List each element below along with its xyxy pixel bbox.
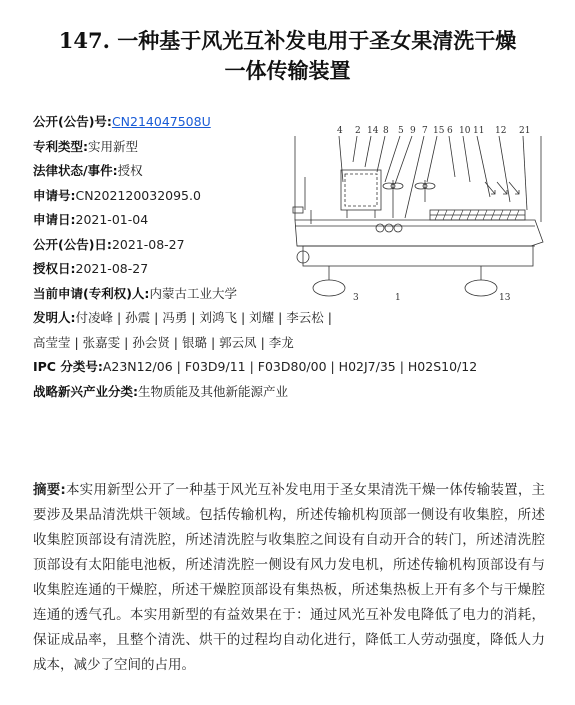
ipc-label: IPC 分类号: <box>33 359 103 374</box>
fig-label-6: 6 <box>447 126 453 136</box>
industry-row <box>33 380 333 405</box>
fig-label-7: 7 <box>422 126 428 136</box>
inventors-line-1: 付凌峰 | 孙震 | 冯勇 | 刘鸿飞 | 刘耀 | 李云松 | <box>75 310 332 325</box>
pub-no-link[interactable]: CN214047508U <box>111 114 211 129</box>
fig-label-4: 4 <box>337 126 343 136</box>
patent-type-value: 实用新型 <box>88 138 139 154</box>
fig-label-12: 12 <box>495 126 507 136</box>
app-date-value: 2021-01-04 <box>75 212 149 227</box>
fig-label-9: 9 <box>410 126 416 136</box>
fig-label-13: 13 <box>499 293 511 303</box>
app-no-value: CN202120032095.0 <box>75 187 201 203</box>
pub-date-value: 2021-08-27 <box>111 236 185 252</box>
fig-label-21: 21 <box>519 126 531 136</box>
abstract-section <box>33 478 545 678</box>
industry-value: 生物质能及其他新能源产业 <box>138 383 289 399</box>
patent-drawing <box>285 122 550 307</box>
patent-title <box>20 26 555 86</box>
fig-label-11: 11 <box>473 126 485 136</box>
fig-label-8: 8 <box>383 126 389 136</box>
fig-label-10: 10 <box>459 126 471 136</box>
pub-date-label: 公开(公告)日: <box>33 236 112 252</box>
fig-label-1: 1 <box>395 293 401 303</box>
title-line-1: 147. 一种基于风光互补发电用于圣女果清洗干燥 <box>58 28 517 53</box>
pub-no-label: 公开(公告)号: <box>33 114 112 129</box>
fig-label-2: 2 <box>355 126 361 136</box>
app-date-label: 申请日: <box>33 212 76 227</box>
app-no-label: 申请号: <box>33 187 76 203</box>
abstract-text: 本实用新型公开了一种基于风光互补发电用于圣女果清洗干燥一体传输装置，主要涉及果品清洗烘干领域。包括传输机构，所述传输机构顶部一侧设有收集腔，所述收集腔顶部设有清洗腔，所述清洗腔与收集腔之间设有自动开合的转门，所述清洗腔顶部设有太阳能电池板，所述清洗腔一侧设有风力发电机，所述传输机构顶部设有与收集腔连通的干燥腔，所述干燥腔顶部设有集热板，所述集热板上开有多个与干燥腔连通的透气孔。本实用新型的有益效果在于：通过风光互补发电降低了电力的消耗，保证成品率，且整个清洗、烘干的过程均自动化进行，降低工人劳动强度，降低人力成本，减少了空间的占用。 <box>33 482 546 673</box>
abstract-label: 摘要: <box>33 482 66 498</box>
title-line-2: 一体传输装置 <box>224 58 351 83</box>
inventors-row <box>33 306 333 331</box>
inventors-row-2 <box>33 331 333 356</box>
ipc-value: A23N12/06 | F03D9/11 | F03D80/00 | H02J7/35 | H02S10/12 <box>102 359 478 374</box>
fig-label-15: 15 <box>433 126 445 136</box>
fig-label-14: 14 <box>367 126 379 136</box>
applicant-value: 内蒙古工业大学 <box>149 285 237 301</box>
inventors-label: 发明人: <box>33 310 76 325</box>
grant-date-label: 授权日: <box>33 261 76 276</box>
industry-label: 战略新兴产业分类: <box>33 383 138 399</box>
grant-date-value: 2021-08-27 <box>75 261 149 276</box>
applicant-label: 当前申请(专利权)人: <box>33 285 150 301</box>
ipc-row <box>33 355 478 380</box>
legal-status-value: 授权 <box>117 163 143 178</box>
inventors-line-2: 高莹莹 | 张嘉雯 | 孙会贤 | 银璐 | 郭云凤 | 李龙 <box>33 334 294 350</box>
patent-type-label: 专利类型: <box>33 138 88 154</box>
fig-label-3: 3 <box>353 293 359 303</box>
legal-status-label: 法律状态/事件: <box>33 163 118 178</box>
fig-label-5: 5 <box>398 126 404 136</box>
